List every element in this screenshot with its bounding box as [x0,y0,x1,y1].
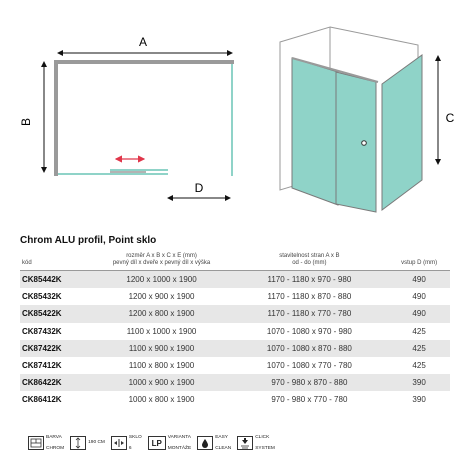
cell-entry: 390 [388,374,450,391]
easy-label-line2: CLEAN [215,445,232,451]
varianta-label-line1: VARIANTA [167,434,192,440]
cell-size: 1100 x 900 x 1900 [93,340,231,357]
color-swatch-icon [28,436,44,450]
spec-table [20,251,450,409]
feature-varianta [148,429,191,457]
click-system-label [255,429,275,457]
cell-adjustability: 970 - 980 x 870 - 880 [231,374,389,391]
product-title: Chrom ALU profil, Point sklo [20,235,157,246]
label-d: D [194,181,204,195]
feature-barva [28,429,64,457]
easy-clean-label [215,429,231,457]
height-label: 190 CM [88,440,105,446]
label-a: A [138,35,148,49]
feature-icons [28,432,275,454]
feature-height [70,436,105,450]
cell-entry: 490 [412,292,426,302]
cell-adjustability: 1170 - 1180 x 970 - 980 [231,271,389,289]
table-row [20,340,450,357]
header-size-line2: pevný díl x dveře x pevný díl x výška [112,260,211,266]
side-fixed-glass [382,55,422,210]
cell-entry: 425 [412,326,426,336]
cell-kod: CK86412K [22,395,62,405]
cell-entry: 490 [388,271,450,289]
cell-size: 1000 x 900 x 1900 [93,374,231,391]
table-header-row [20,251,450,271]
lp-icon: LP [148,436,166,450]
front-door-glass [336,72,376,212]
table-row [20,323,450,340]
cell-entry: 425 [388,340,450,357]
barva-label [46,429,64,457]
click-system-icon [237,436,253,450]
cell-adjustability: 1170 - 1180 x 870 - 880 [267,292,352,302]
table-row [20,391,450,408]
perspective-view [280,27,438,212]
cell-entry: 490 [388,305,450,322]
plan-view [44,53,234,198]
cell-adjustability: 1070 - 1080 x 870 - 880 [231,340,389,357]
header-adjustability [231,251,389,271]
cell-adjustability: 970 - 980 x 770 - 780 [271,395,348,405]
cell-entry: 425 [412,361,426,371]
glass-thickness-icon [111,436,127,450]
barva-label-line2: CHROM [46,445,65,451]
barva-label-line1: BARVA [46,434,62,440]
sklo-label [129,429,142,457]
click-label-line1: CLICK [255,434,270,440]
header-kod: kód [20,251,93,271]
cell-adjustability: 1070 - 1080 x 770 - 780 [266,361,352,371]
header-adj-line1: stavitelnost stran A x B [279,253,340,259]
sklo-label-line2: 6 [128,445,132,451]
easy-label-line1: EASY [215,434,228,440]
cell-kod: CK87432K [22,326,62,336]
water-drop-icon [197,436,213,450]
cell-kod: CK85422K [20,305,93,322]
cell-size: 1200 x 900 x 1900 [128,292,195,302]
label-b: B [19,117,33,127]
table-row [20,374,450,391]
varianta-label-line2: MONTÁŽE [167,445,192,451]
header-size [93,251,231,271]
cell-size: 1100 x 800 x 1900 [128,361,195,371]
cell-kod: CK87412K [22,361,62,371]
sklo-label-line1: SKLO [128,434,142,440]
table-row [20,271,450,289]
shower-diagram [0,0,470,215]
height-icon [70,436,86,450]
table-row [20,357,450,374]
cell-size: 1200 x 1000 x 1900 [93,271,231,289]
cell-kod: CK86422K [20,374,93,391]
feature-sklo [111,429,142,457]
front-fixed-glass [292,58,338,205]
cell-size: 1200 x 800 x 1900 [93,305,231,322]
label-c: C [445,111,455,125]
cell-size: 1000 x 800 x 1900 [128,395,195,405]
cell-kod: CK87422K [20,340,93,357]
header-entry: vstup D (mm) [388,251,450,271]
feature-click-system [237,429,275,457]
header-adj-line2: od - do (mm) [292,260,327,266]
cell-entry: 390 [412,395,426,405]
door-handle-icon [362,141,367,146]
feature-easy-clean [197,429,231,457]
cell-adjustability: 1170 - 1180 x 770 - 780 [231,305,389,322]
cell-adjustability: 1070 - 1080 x 970 - 980 [266,326,352,336]
cell-kod: CK85442K [20,271,93,289]
table-row [20,288,450,305]
header-size-line1: rozměr A x B x C x E (mm) [126,253,197,259]
varianta-label [168,429,191,457]
cell-kod: CK85432K [22,292,62,302]
table-row [20,305,450,322]
cell-size: 1100 x 1000 x 1900 [126,326,197,336]
click-label-line2: SYSTEM [255,445,275,451]
